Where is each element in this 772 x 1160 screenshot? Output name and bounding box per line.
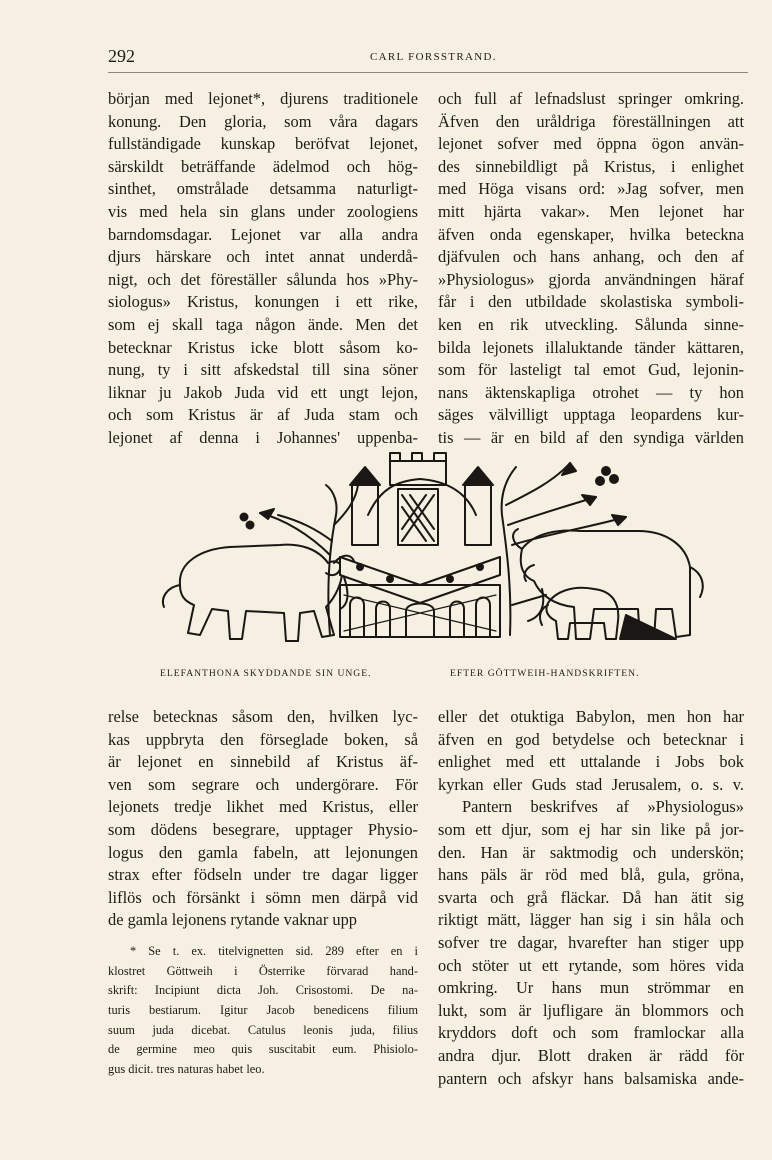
text-line: nigt, och det föreställer sålunda hos »Phy-	[108, 269, 418, 289]
text-line: lejonets tredje likhet med Kristus, eller	[108, 797, 418, 817]
castle-drawing	[340, 453, 500, 637]
text-line: Pantern beskrifves af »Physiologus»	[462, 797, 744, 817]
text-line: som ej skall taga någon ände. Men det	[108, 314, 418, 334]
text-line: får i den utbildade skolastiska symboli-	[438, 292, 744, 312]
text-line: särskildt beträffande ädelmod och hög-	[108, 156, 418, 176]
text-line: de gamla lejonens rytande vaknar upp	[108, 910, 357, 930]
text-column-top-left	[108, 88, 418, 450]
text-line: och full af lefnadslust springer omkring.	[438, 89, 744, 108]
text-line: som dödens besegrare, upptager Physio-	[108, 819, 418, 839]
text-line: Äfven den uråldriga föreställningen att	[438, 111, 744, 131]
text-line: andra djur. Blott draken är rädd för	[438, 1045, 744, 1065]
text-line: riktigt mätt, lägger han sig i sin håla och	[438, 910, 744, 930]
text-line: relse betecknas såsom den, hvilken lyc-	[108, 707, 418, 726]
text-line: början med lejonet*, djurens traditionele	[108, 89, 418, 108]
text-column-bottom-left	[108, 706, 418, 932]
figure-caption	[160, 668, 720, 679]
footnote-line: skrift: Incipiunt dicta Joh. Crisostomi. De na-	[108, 983, 418, 998]
text-line: strax efter födseln under tre dagar ligger	[108, 865, 418, 885]
text-column-top-right	[438, 88, 744, 450]
text-line: liflös och försänkt i sömn men därpå vid	[108, 887, 418, 907]
right-elephant-drawing	[512, 529, 703, 639]
text-line: djäfvulen och hans anhang, och den af	[438, 247, 744, 267]
text-line: ken en rik utveckling. Sålunda sinne-	[438, 314, 744, 334]
text-line: tis — är en bild af den syndiga världen	[438, 427, 744, 447]
text-line: bilda lejonets illaluktande tänder kättaren,	[438, 337, 744, 357]
text-line: betecknar Kristus icke blott såsom ko-	[108, 337, 418, 357]
running-head: CARL FORSSTRAND.	[370, 51, 497, 63]
text-line: som för lasteligt tal emot Gud, lejonin-	[438, 360, 744, 380]
woodcut-illustration	[150, 445, 710, 655]
page-header	[108, 46, 748, 70]
text-line: lejonet sofver med öppna ögon använ-	[438, 134, 744, 154]
footnote-line: de germine meo quis suscitabit eum. Phisiolo-	[108, 1042, 418, 1057]
text-line: kas uppbryta den förseglade boken, så	[108, 729, 418, 749]
left-elephant-drawing	[163, 545, 355, 641]
elephant-castle-illustration	[150, 445, 710, 655]
text-line: nung, ty i sitt afskedstal till sina söner	[108, 360, 418, 380]
footnote-line: suum juda dicebat. Catulus leonis juda, filius	[108, 1022, 418, 1037]
text-line: som ett djur, som ej har sin like på jor-	[438, 819, 744, 839]
text-line: fullständigade kunskap beröfvat lejonet,	[108, 134, 418, 154]
text-line: säges välvilligt upptaga leopardens kur-	[438, 405, 744, 425]
text-line: pantern och afskyr hans balsamiska ande-	[438, 1068, 744, 1088]
text-line: ven som segrare och undergörare. För	[108, 774, 418, 794]
text-column-bottom-right	[438, 706, 744, 1090]
footnote-line: klostret Göttweih i Österrike förvarad hand-	[108, 963, 418, 978]
text-line: med Höga visans ord: »Jag sofver, men	[438, 179, 744, 199]
text-line: logus den gamla fabeln, att lejonungen	[108, 842, 418, 862]
footnote-line: gus dicit. tres naturas habet leo.	[108, 1062, 265, 1077]
text-line: sinthet, omstrålade detsamma naturligt-	[108, 179, 418, 199]
text-line: kryddors doft och som framlockar alla	[438, 1023, 744, 1043]
footnote	[108, 942, 418, 1080]
footnote-line: * Se t. ex. titelvignetten sid. 289 efter en i	[130, 944, 418, 958]
text-line: är lejonet en sinnebild af Kristus äf-	[108, 752, 418, 772]
text-line: hans päls är röd med blå, gula, gröna,	[438, 865, 744, 885]
text-line: lejonet af denna i Johannes' uppenba-	[108, 427, 418, 447]
text-line: lukt, som är ljufligare än blommors och	[438, 1000, 744, 1020]
page-number: 292	[108, 46, 135, 66]
footnote-line: turis bestiarum. Igitur Jacob benedicens filium	[108, 1003, 418, 1018]
text-line: barndomsdagar. Lejonet var alla andra	[108, 224, 418, 244]
text-line: och stöter ut ett rytande, som höres vida	[438, 955, 744, 975]
text-line: den. Han är saktmodig och underskön;	[438, 842, 744, 862]
text-line: och som Kristus är af Juda stam och	[108, 405, 418, 425]
text-line: »Physiologus» gjorda användningen häraf	[438, 269, 744, 289]
caption-source: EFTER GÖTTWEIH-HANDSKRIFTEN.	[450, 668, 640, 679]
text-line: omkring. Ur hans mun strömmar en	[438, 978, 744, 998]
text-line: äfven onda egenskaper, hvilka beteckna	[438, 224, 744, 244]
caption-title: ELEFANTHONA SKYDDANDE SIN UNGE.	[160, 668, 372, 679]
text-line: nans äktenskapliga otrohet — ty hon	[438, 382, 744, 402]
text-line: kyrkan eller Guds stad Jerusalem, o. s. v.	[438, 774, 744, 794]
text-line: enlighet med ett uttalande i Jobs bok	[438, 752, 744, 772]
text-line: liknar ju Jakob Juda vid ett ungt lejon,	[108, 382, 418, 402]
text-line: eller det otuktiga Babylon, men hon har	[438, 707, 744, 726]
text-line: sofver tre dagar, hvarefter han stiger upp	[438, 932, 744, 952]
header-rule	[108, 72, 748, 73]
text-line: mitt hjärta vakar». Men lejonet har	[438, 201, 744, 221]
text-line: djurs härskare och intet annat underdå-	[108, 247, 418, 267]
text-line: svarta och grå fläckar. Då han ätit sig	[438, 887, 744, 907]
text-line: konung. Den gloria, som våra dagars	[108, 111, 418, 131]
text-line: äfven en god betydelse och betecknar i	[438, 729, 744, 749]
text-line: siologus» Kristus, konungen i ett rike,	[108, 292, 418, 312]
text-line: vis med hela sin glans under zoologiens	[108, 201, 418, 221]
text-line: des sinnebildligt på Kristus, i enlighet	[438, 156, 744, 176]
